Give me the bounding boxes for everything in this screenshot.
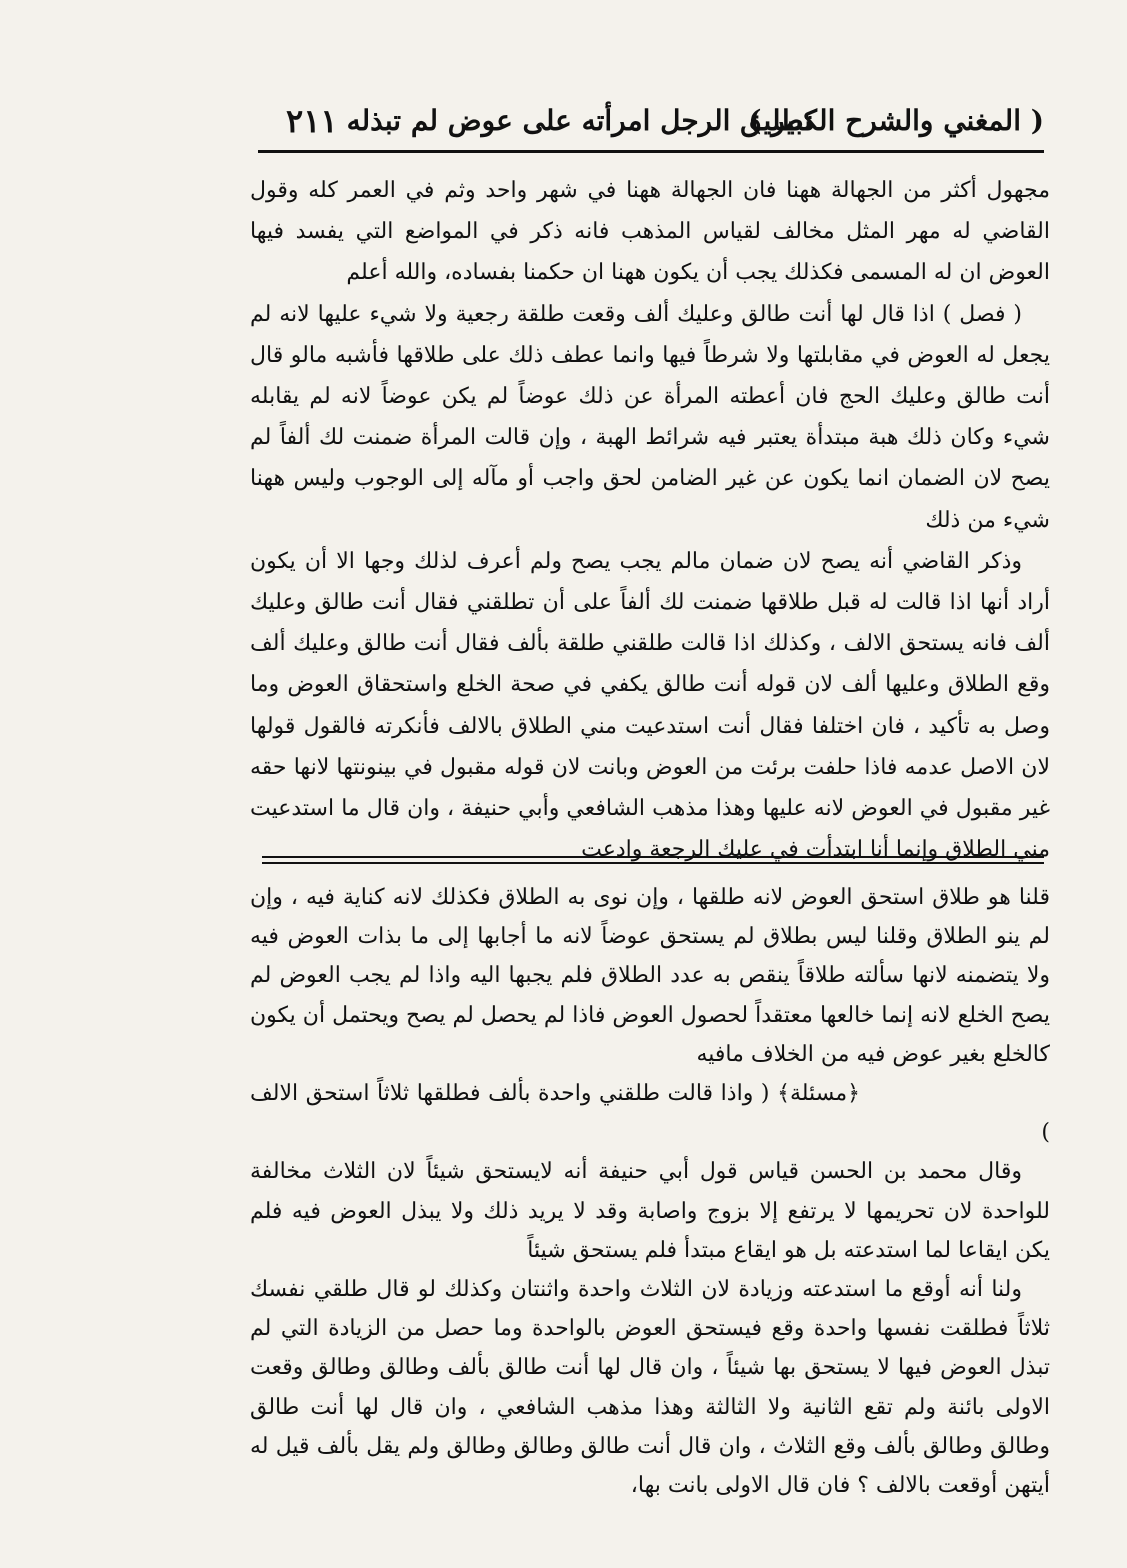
section-divider-top — [262, 856, 1044, 858]
chapter-title: تطليق الرجل امرأته على عوض لم تبذله — [346, 104, 812, 137]
book-title: ( المغني والشرح الكبير ) — [748, 104, 1044, 137]
commentary-paragraph-1: قلنا هو طلاق استحق العوض لانه طلقها ، وإن نوى به الطلاق فكذلك لانه كناية فيه ، وإن لم ينو الطلاق وقلنا ليس بطلاق لم يستحق عوضاً لانه ما أجابها إلى ما بذات العوض فيه ولا يتضمنه لانها سألته طلاقاً ينقص به عدد الطلاق فلم يجبها اليه واذا لم يجب العوض لم يصح الخلع لانه إنما خالعها معتقداً لحصول العوض فاذا لم يحصل لم يصح ويحتمل أن يكون كالخلع بغير عوض فيه من الخلاف مافيه — [250, 885, 1050, 1067]
running-header — [258, 100, 1044, 154]
main-paragraph-1: مجهول أكثر من الجهالة ههنا فان الجهالة ههنا في شهر واحد وثم في العمر كله وقول القاضي له مهر المثل مخالف لقياس المذهب فانه ذكر في المواضع التي يفسد فيها العوض ان له المسمى فكذلك يجب أن يكون ههنا ان حكمنا بفساده، والله أعلم — [250, 178, 1050, 286]
page-number: ٢١١ — [286, 102, 338, 140]
commentary-paragraph-3: ولنا أنه أوقع ما استدعته وزيادة لان الثلاث واحدة واثنتان وكذلك لو قال طلقي نفسك ثلاثاً فطلقت نفسها واحدة وقع فيستحق العوض بالواحدة وما حصل من الزيادة التي لم تبذل العوض فيها لا يستحق بها شيئاً ، وان قال لها أنت طالق بألف وطالق وطالق وقعت الاولى بائنة ولم تقع الثانية ولا الثالثة وهذا مذهب الشافعي ، وان قال لها أنت طالق وطالق وطالق بألف وقع الثلاث ، وان قال أنت طالق وطالق وطالق ولم يقل بألف قيل له أيتهن أوقعت بالالف ؟ فان قال الاولى بانت بها، — [250, 1277, 1050, 1499]
main-text-block — [250, 170, 1050, 870]
section-divider-bottom — [262, 862, 1044, 864]
masala-heading: ﴿مسئلة﴾ ( واذا قالت طلقني واحدة بألف فطلقها ثلاثاً استحق الالف ) — [250, 1081, 1050, 1146]
commentary-block — [250, 878, 1050, 1505]
main-paragraph-2: ( فصل ) اذا قال لها أنت طالق وعليك ألف وقعت طلقة رجعية ولا شيء عليها لانه لم يجعل له العوض في مقابلتها ولا شرطاً فيها وانما عطف ذلك على طلاقها فأشبه مالو قال أنت طالق وعليك الحج فان أعطته المرأة عن ذلك عوضاً لم يكن عوضاً لانه لم يقابله شيء وكان ذلك هبة مبتدأة يعتبر فيه شرائط الهبة ، وإن قالت المرأة ضمنت لك ألفاً لم يصح لان الضمان انما يكون عن غير الضامن لحق واجب أو مآله إلى الوجوب وليس ههنا شيء من ذلك — [250, 301, 1050, 533]
commentary-paragraph-2: وقال محمد بن الحسن قياس قول أبي حنيفة أنه لايستحق شيئاً لان الثلاث مخالفة للواحدة لان تحريمها لا يرتفع إلا بزوج واصابة وقد لا يريد ذلك ولا يبذل العوض فيه فلم يكن ايقاعا لما استدعته بل هو ايقاع مبتدأ فلم يستحق شيئاً — [250, 1159, 1050, 1263]
header-rule — [258, 150, 1044, 153]
main-paragraph-3: وذكر القاضي أنه يصح لان ضمان مالم يجب يصح ولم أعرف لذلك وجها الا أن يكون أراد أنها اذا قالت له قبل طلاقها ضمنت لك ألفاً على أن تطلقني فقال أنت طالق وعليك ألف فانه يستحق الالف ، وكذلك اذا قالت طلقني طلقة بألف فقال أنت طالق وعليك ألف وقع الطلاق وعليها ألف لان قوله أنت طالق يكفي في صحة الخلع واستحقاق العوض وما وصل به تأكيد ، فان اختلفا فقال أنت استدعيت مني الطلاق بالالف فأنكرته فالقول قولها لان الاصل عدمه فاذا حلفت برئت من العوض وبانت لان قوله مقبول في بينونتها لانها حقه غير مقبول في العوض لانه عليها وهذا مذهب الشافعي وأبي حنيفة ، وان قال ما استدعيت مني الطلاق وإنما أنا ابتدأت في عليك الرجعة وادعت — [250, 548, 1050, 863]
